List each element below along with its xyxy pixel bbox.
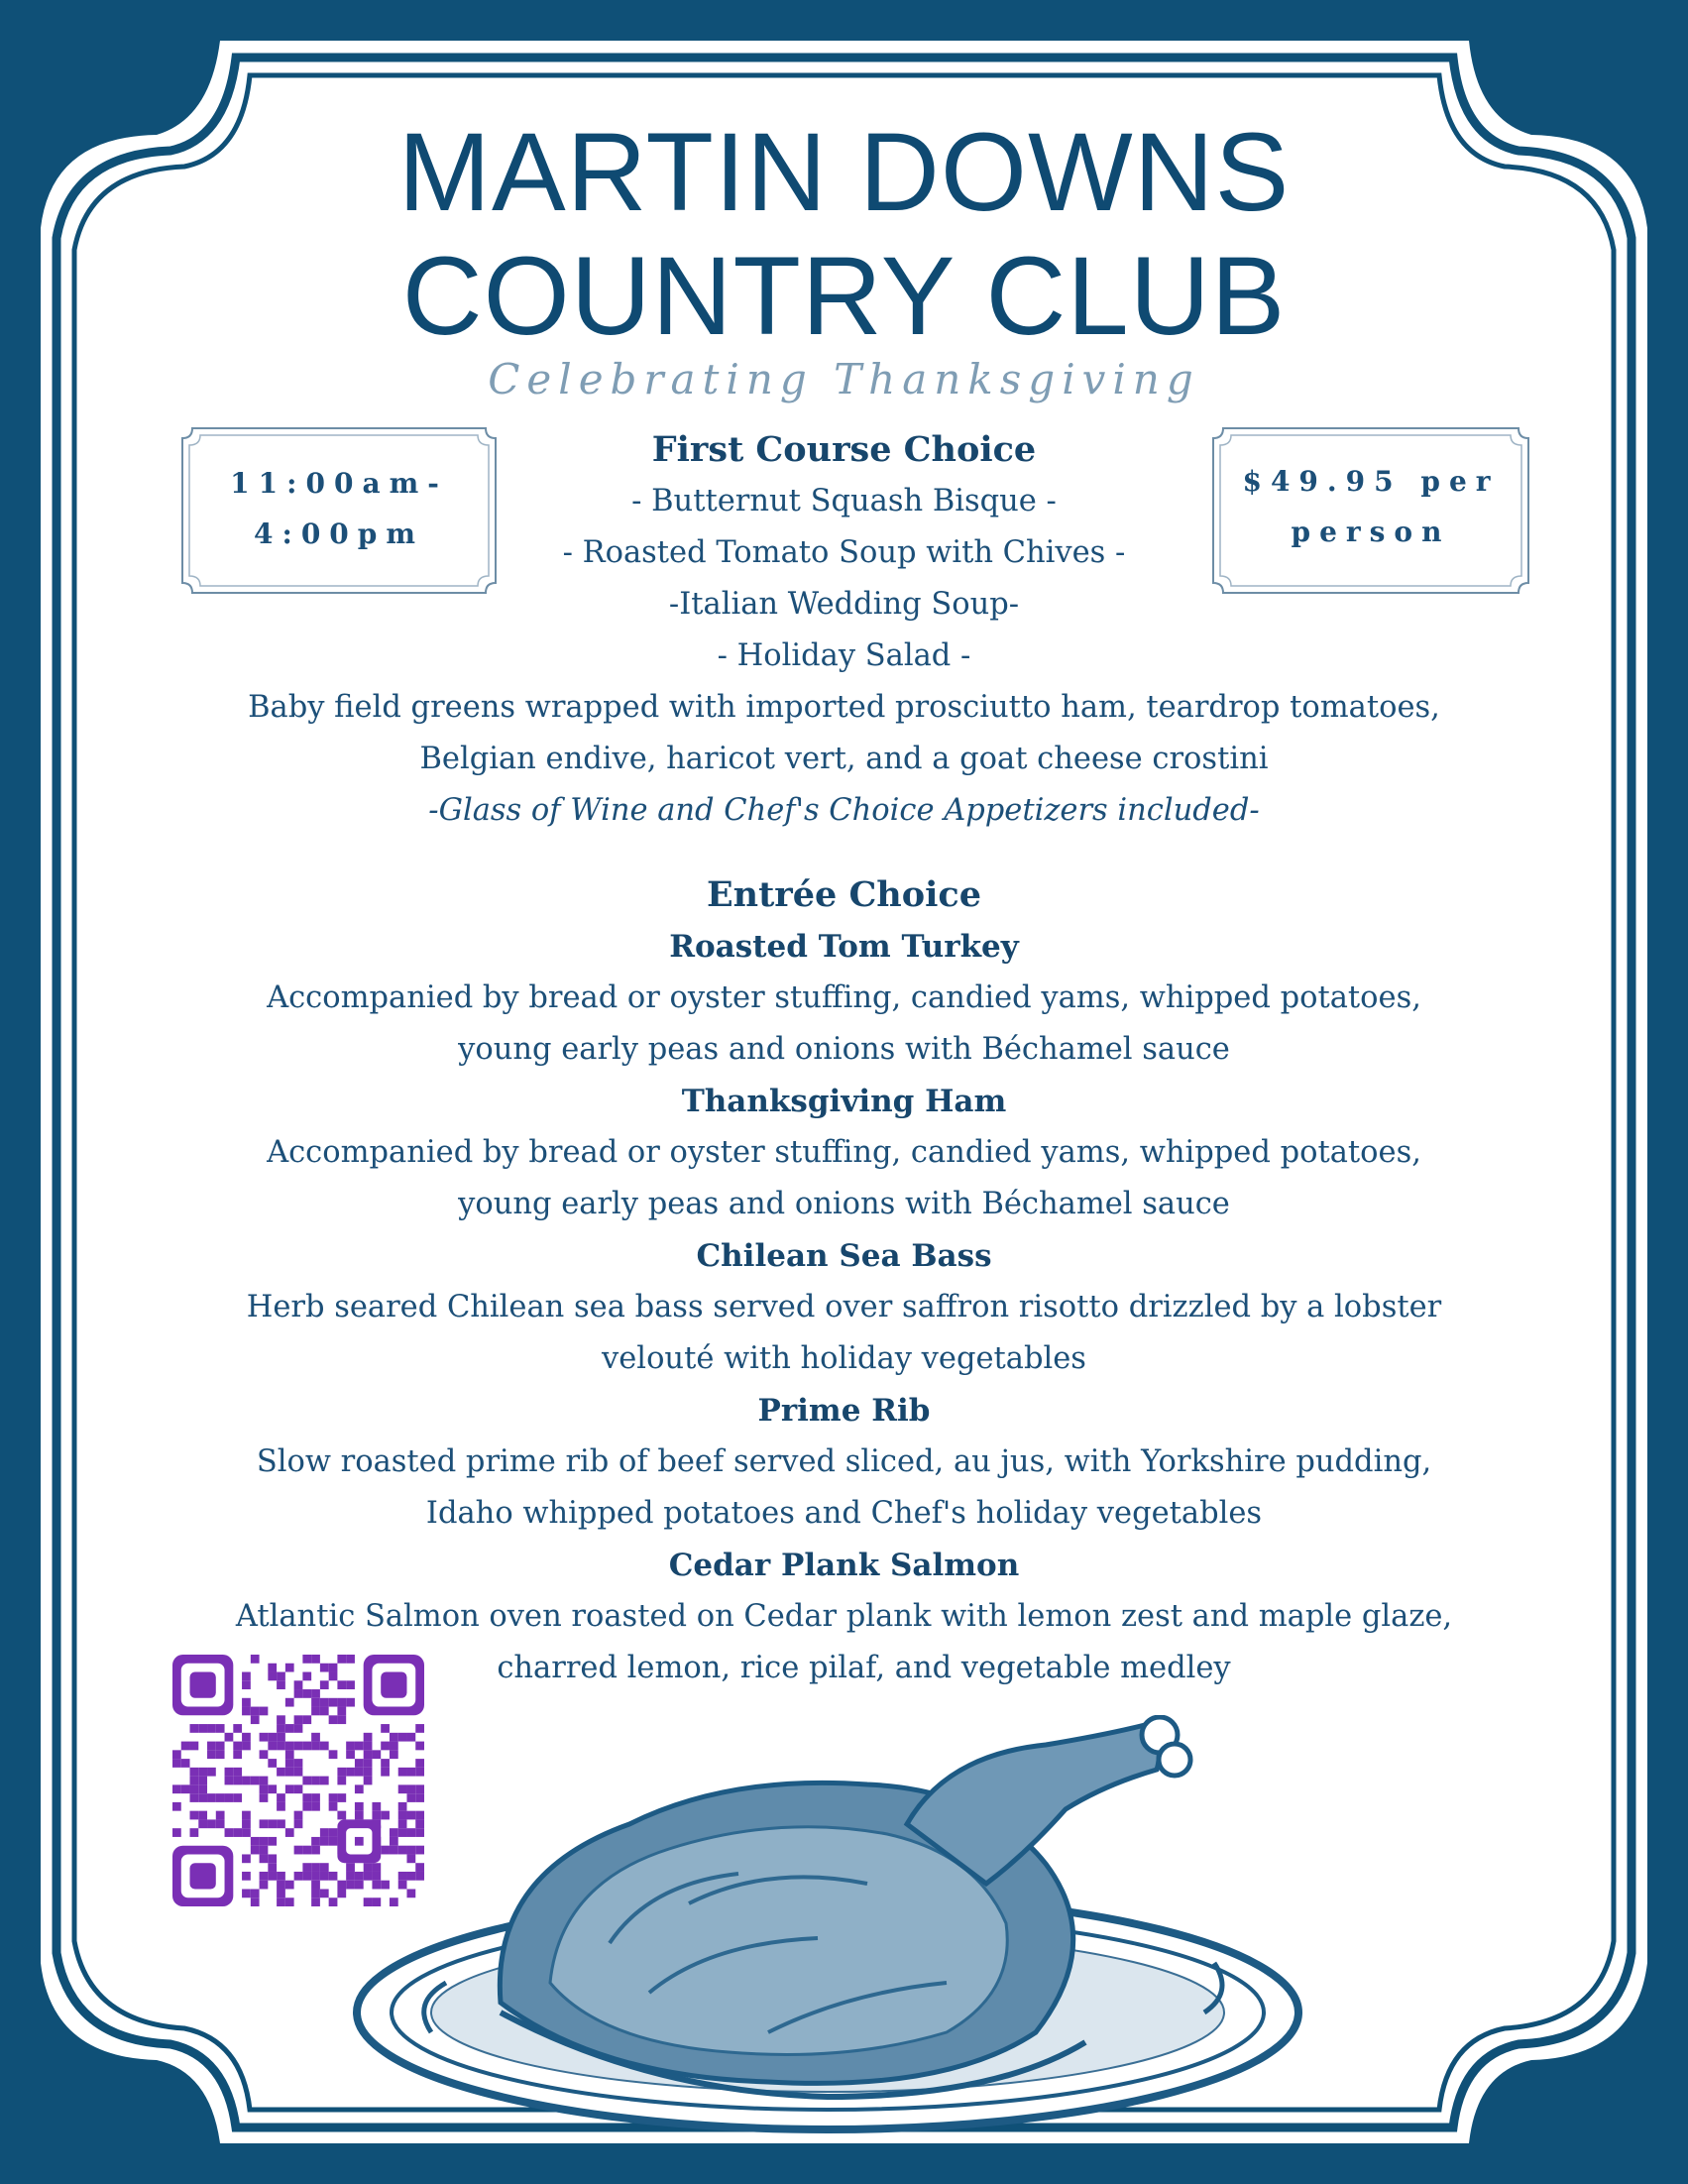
entree-name: Chilean Sea Bass: [696, 1238, 992, 1274]
entree-section: [0, 869, 1688, 1694]
included-note: -Glass of Wine and Chef's Choice Appetizers included-: [428, 793, 1260, 828]
entree-description: Slow roasted prime rib of beef served sliced, au jus, with Yorkshire pudding,: [256, 1444, 1432, 1479]
first-course-section: [0, 424, 1688, 837]
entree-description: Accompanied by bread or oyster stuffing, candied yams, whipped potatoes,: [267, 980, 1421, 1015]
entree-heading: Entrée Choice: [707, 874, 981, 915]
price-line2: person: [1291, 516, 1451, 548]
entree-description: charred lemon, rice pilaf, and vegetable medley: [497, 1651, 1231, 1685]
entree-description: young early peas and onions with Béchamel sauce: [458, 1187, 1230, 1221]
entree-description: Accompanied by bread or oyster stuffing, candied yams, whipped potatoes,: [267, 1135, 1421, 1170]
hours-line1: 11:00am-: [230, 467, 448, 500]
first-course-item: - Roasted Tomato Soup with Chives -: [562, 535, 1126, 570]
club-name-line1: MARTIN DOWNS: [397, 110, 1291, 234]
salad-description: Belgian endive, haricot vert, and a goat cheese crostini: [419, 742, 1269, 776]
entree-description: Atlantic Salmon oven roasted on Cedar plank with lemon zest and maple glaze,: [235, 1599, 1453, 1634]
first-course-item: - Holiday Salad -: [717, 638, 971, 673]
club-name-line2: COUNTRY CLUB: [401, 234, 1287, 358]
price-line1: $49.95 per: [1242, 465, 1500, 498]
entree-name: Prime Rib: [757, 1393, 931, 1429]
entree-name: Roasted Tom Turkey: [669, 929, 1019, 965]
first-course-heading: First Course Choice: [651, 429, 1037, 470]
entree-description: young early peas and onions with Béchamel sauce: [458, 1032, 1230, 1067]
entree-name: Cedar Plank Salmon: [668, 1548, 1020, 1583]
salad-description: Baby field greens wrapped with imported prosciutto ham, teardrop tomatoes,: [248, 690, 1440, 725]
first-course-item: - Butternut Squash Bisque -: [631, 484, 1057, 518]
roast-turkey-illustration: [352, 1715, 1363, 2151]
entree-description: velouté with holiday vegetables: [602, 1341, 1086, 1376]
subtitle: Celebrating Thanksgiving: [488, 355, 1200, 403]
first-course-item: -Italian Wedding Soup-: [668, 587, 1020, 622]
entree-name: Thanksgiving Ham: [681, 1084, 1007, 1119]
hours-line2: 4:00pm: [254, 517, 424, 550]
entree-description: Herb seared Chilean sea bass served over saffron risotto drizzled by a lobster: [246, 1290, 1442, 1324]
entree-description: Idaho whipped potatoes and Chef's holiday vegetables: [425, 1496, 1263, 1531]
